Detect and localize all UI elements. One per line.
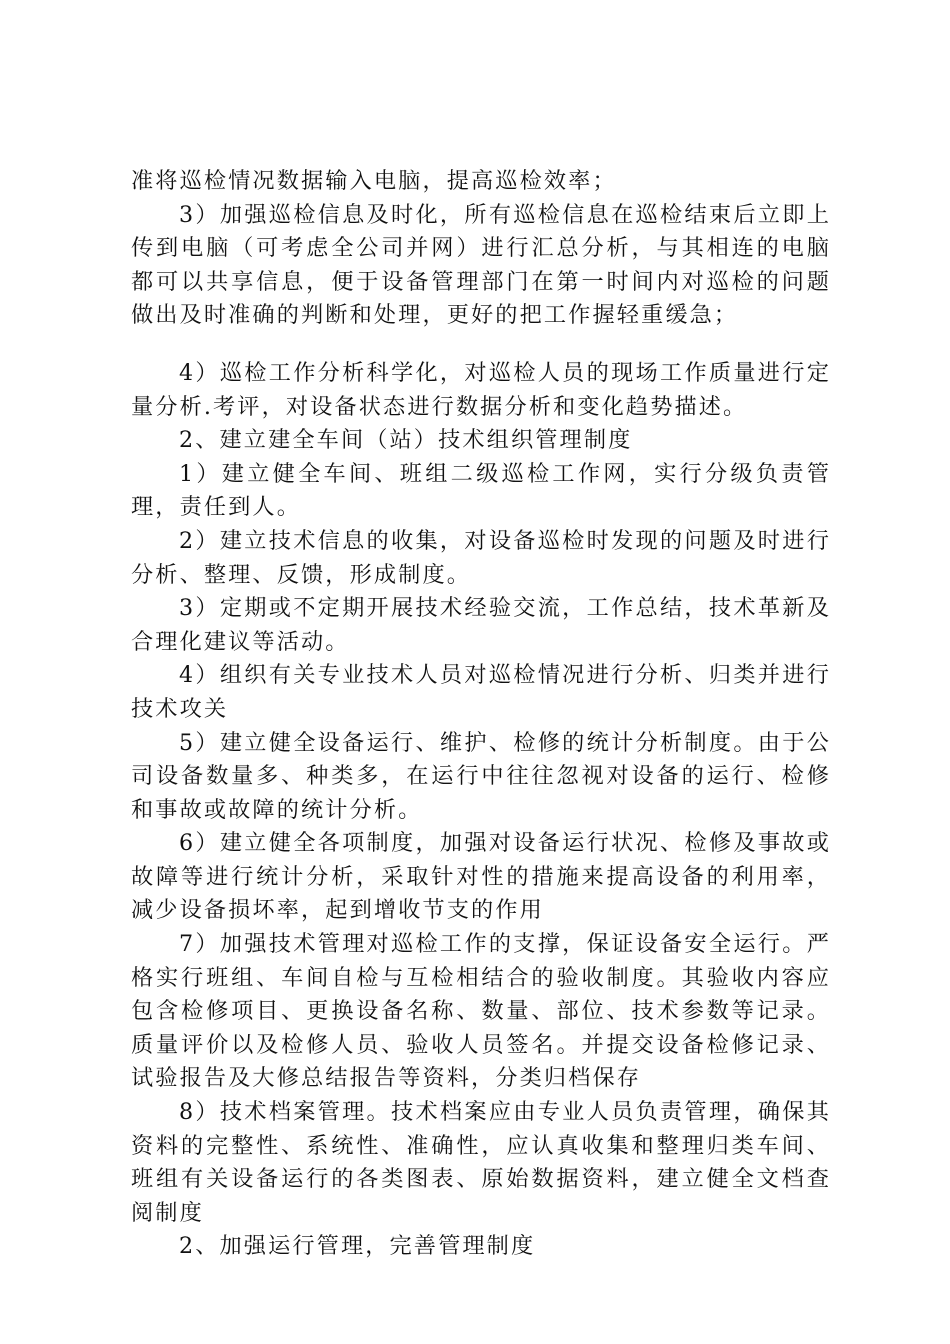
paragraph: 1）建立健全车间、班组二级巡检工作网，实行分级负责管理，责任到人。 bbox=[131, 460, 831, 521]
paragraph: 6）建立健全各项制度，加强对设备运行状况、检修及事故或故障等进行统计分析，采取针对性的措施来提高设备的利用率，减少设备损坏率，起到增收节支的作用 bbox=[131, 830, 831, 924]
section-heading: 2、加强运行管理，完善管理制度 bbox=[179, 1233, 536, 1260]
paragraph-gap bbox=[131, 333, 831, 357]
paragraph: 8）技术档案管理。技术档案应由专业人员负责管理，确保其资料的完整性、系统性、准确性，应认真收集和整理归类车间、班组有关设备运行的各类图表、原始数据资料，建立健全文档查阅制度 bbox=[131, 1099, 831, 1226]
paragraph: 3）加强巡检信息及时化，所有巡检信息在巡检结束后立即上传到电脑（可考虑全公司并网）进行汇总分析，与其相连的电脑都可以共享信息，便于设备管理部门在第一时间内对巡检的问题做出及时准确的判断和处理，更好的把工作握轻重缓急； bbox=[131, 201, 831, 329]
section-heading: 2、建立建全车间（站）技术组织管理制度 bbox=[179, 427, 633, 454]
document-body bbox=[131, 165, 831, 1264]
paragraph: 4）组织有关专业技术人员对巡检情况进行分析、归类并进行技术攻关 bbox=[131, 662, 831, 722]
paragraph: 7）加强技术管理对巡检工作的支撑，保证设备安全运行。严格实行班组、车间自检与互检相结合的验收制度。其验收内容应包含检修项目、更换设备名称、数量、部位、技术参数等记录。质量评价以及检修人员、验收人员签名。并提交设备检修记录、试验报告及大修总结报告等资料，分类归档保存 bbox=[131, 931, 831, 1092]
paragraph: 3）定期或不定期开展技术经验交流，工作总结，技术革新及合理化建议等活动。 bbox=[131, 595, 831, 655]
paragraph: 5）建立健全设备运行、维护、检修的统计分析制度。由于公司设备数量多、种类多，在运行中往往忽视对设备的运行、检修和事故或故障的统计分析。 bbox=[131, 729, 831, 823]
paragraph: 准将巡检情况数据输入电脑，提高巡检效率； bbox=[131, 168, 617, 194]
paragraph: 2）建立技术信息的收集，对设备巡检时发现的问题及时进行分析、整理、反馈，形成制度。 bbox=[131, 527, 831, 588]
paragraph: 4）巡检工作分析科学化，对巡检人员的现场工作质量进行定量分析.考评，对设备状态进行数据分析和变化趋势描述。 bbox=[131, 359, 831, 420]
